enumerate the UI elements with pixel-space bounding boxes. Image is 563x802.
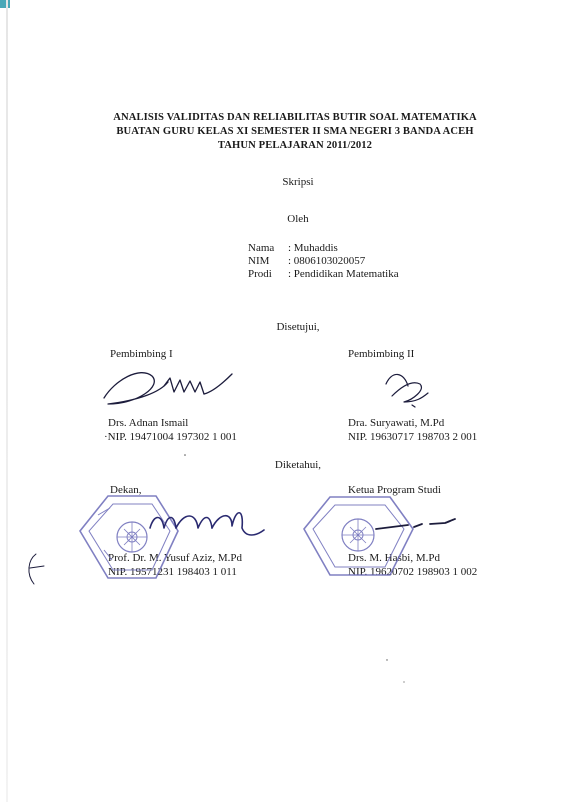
supervisor1-signature xyxy=(104,373,232,404)
supervisor2-nip: NIP. 19630717 198703 2 001 xyxy=(348,431,478,443)
by-label: Oleh xyxy=(287,213,309,225)
title-line-3: TAHUN PELAJARAN 2011/2012 xyxy=(217,140,373,151)
program-stamp xyxy=(304,497,413,575)
title-line-1: ANALISIS VALIDITAS DAN RELIABILITAS BUTIR SOAL MATEMATIKA xyxy=(113,112,477,123)
dean-role: Dekan, xyxy=(110,484,142,496)
scan-specks xyxy=(184,454,404,682)
supervisor1-role: Pembimbing I xyxy=(110,348,173,360)
identity-label: Nama xyxy=(248,242,275,254)
program-head-role: Ketua Program Studi xyxy=(348,484,441,496)
identity-value: : Pendidikan Matematika xyxy=(288,268,399,280)
document-type: Skripsi xyxy=(282,176,314,188)
dean-signature xyxy=(150,513,264,535)
supervisor2-signature xyxy=(386,374,428,407)
identity-value: : 0806103020057 xyxy=(288,255,366,267)
identity-label: NIM xyxy=(248,255,270,267)
supervisor1-name: Drs. Adnan Ismail xyxy=(108,417,189,429)
dean-name: Prof. Dr. M. Yusuf Aziz, M.Pd xyxy=(108,552,243,564)
program-head-signature xyxy=(376,519,455,529)
program-head-name: Drs. M. Hasbi, M.Pd xyxy=(348,552,440,564)
supervisor2-role: Pembimbing II xyxy=(348,348,415,360)
dean-nip: NIP. 19571231 198403 1 011 xyxy=(108,566,237,578)
margin-scribble xyxy=(29,554,44,584)
supervisor2-name: Dra. Suryawati, M.Pd xyxy=(348,417,445,429)
supervisor1-nip: ·NIP. 19471004 197302 1 001 xyxy=(104,431,237,443)
program-head-nip: NIP. 19620702 198903 1 002 xyxy=(348,566,478,578)
approved-label: Disetujui, xyxy=(276,321,320,333)
faculty-stamp xyxy=(80,496,178,578)
identity-value: : Muhaddis xyxy=(288,242,338,254)
identity-label: Prodi xyxy=(248,268,272,280)
acknowledged-label: Diketahui, xyxy=(274,459,322,471)
title-line-2: BUATAN GURU KELAS XI SEMESTER II SMA NEGERI 3 BANDA ACEH xyxy=(116,126,474,137)
